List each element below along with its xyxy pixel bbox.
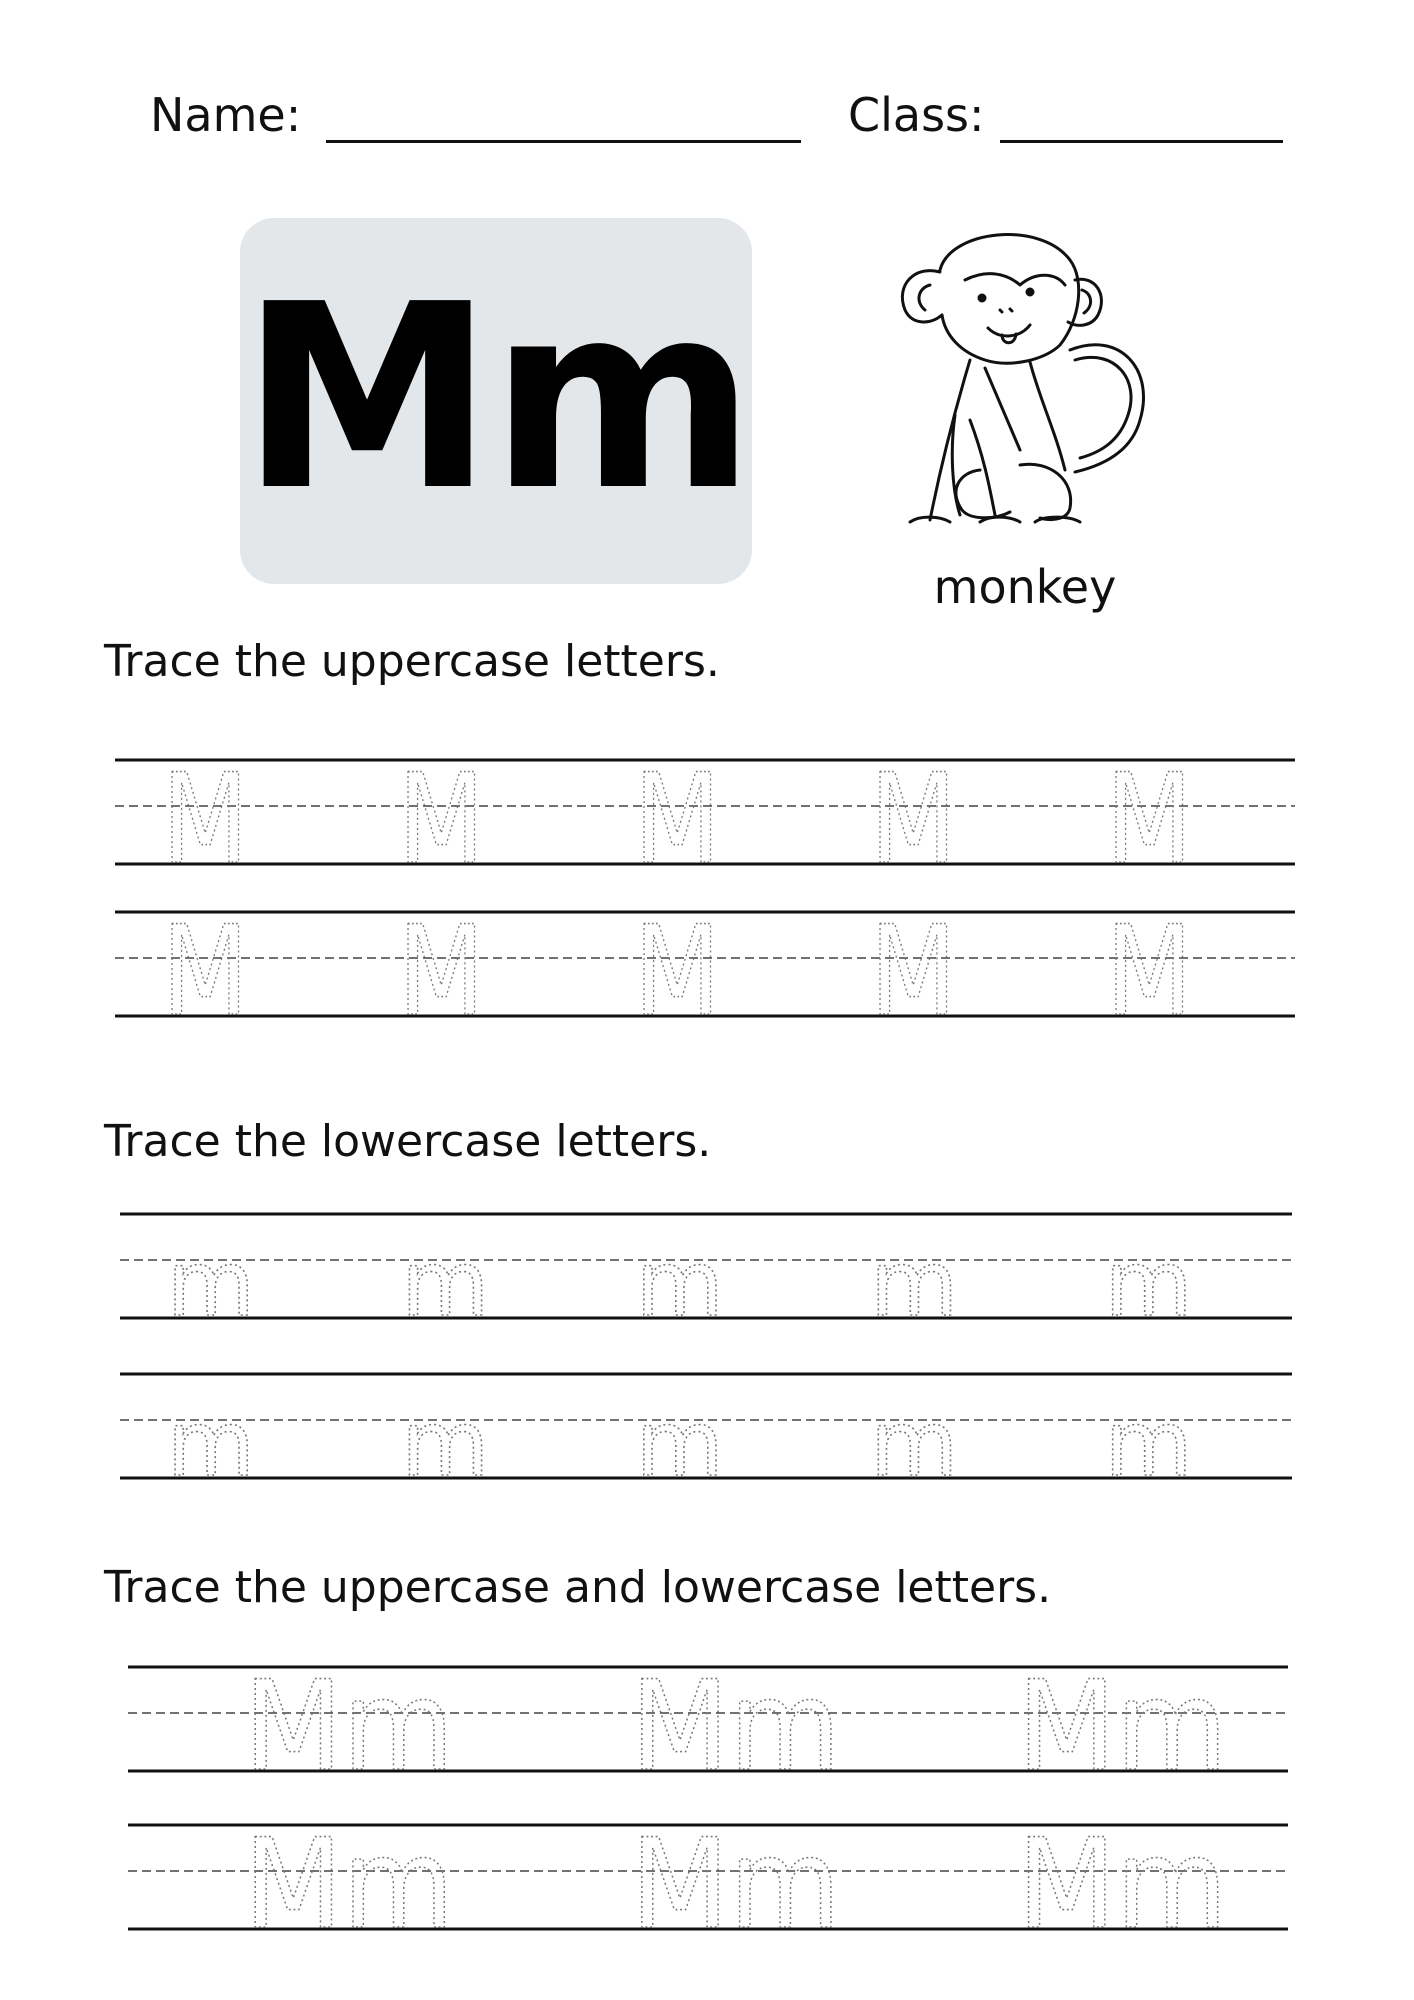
instruction-mixed: Trace the uppercase and lowercase letters.: [104, 1562, 1052, 1613]
trace-letter: M: [162, 900, 249, 1044]
worksheet-header: [150, 88, 1280, 148]
trace-letter: Mm: [630, 1813, 841, 1957]
instruction-uppercase: Trace the uppercase letters.: [104, 636, 720, 687]
trace-row-uppercase-2[interactable]: [115, 900, 1295, 1044]
monkey-illustration: [870, 210, 1180, 540]
trace-band[interactable]: [128, 1655, 1288, 1799]
trace-letter: m: [166, 1392, 255, 1497]
trace-letter: M: [1106, 900, 1193, 1044]
trace-letter: m: [635, 1392, 724, 1497]
trace-letter: m: [1104, 1232, 1193, 1337]
name-label: Name:: [150, 88, 302, 142]
picture-word: monkey: [933, 560, 1117, 614]
trace-letter: M: [634, 900, 721, 1044]
trace-letter: Mm: [630, 1655, 841, 1799]
trace-row-uppercase-1[interactable]: [115, 748, 1295, 892]
trace-letter: M: [634, 748, 721, 892]
trace-band[interactable]: [115, 748, 1295, 892]
trace-row-lowercase-1[interactable]: [120, 1212, 1292, 1337]
instruction-lowercase: Trace the lowercase letters.: [104, 1116, 712, 1167]
trace-letter: m: [635, 1232, 724, 1337]
trace-letter: m: [401, 1232, 490, 1337]
trace-letter: Mm: [244, 1655, 454, 1799]
class-label: Class:: [848, 88, 985, 142]
trace-letter: m: [1104, 1392, 1193, 1497]
trace-letter: m: [870, 1232, 959, 1337]
name-blank[interactable]: [326, 140, 801, 143]
trace-letter: M: [162, 748, 249, 892]
trace-row-mixed-2[interactable]: [128, 1813, 1288, 1957]
trace-letter: M: [398, 748, 485, 892]
trace-letter: m: [401, 1392, 490, 1497]
trace-letter: M: [1106, 748, 1193, 892]
trace-band[interactable]: [120, 1372, 1292, 1497]
monkey-icon: [870, 210, 1180, 540]
trace-letter: Mm: [1017, 1655, 1228, 1799]
trace-letter: Mm: [244, 1813, 454, 1957]
trace-row-mixed-1[interactable]: [128, 1655, 1288, 1799]
trace-letter: Mm: [1017, 1813, 1228, 1957]
trace-letter: m: [870, 1392, 959, 1497]
trace-letter: M: [398, 900, 485, 1044]
trace-letter: M: [870, 748, 957, 892]
trace-band[interactable]: [115, 900, 1295, 1044]
letter-card: [240, 218, 752, 584]
trace-band[interactable]: [128, 1813, 1288, 1957]
trace-letter: M: [870, 900, 957, 1044]
trace-letter: m: [166, 1232, 255, 1337]
trace-row-lowercase-2[interactable]: [120, 1372, 1292, 1497]
class-blank[interactable]: [1000, 140, 1283, 143]
featured-letters: Mm: [240, 249, 752, 547]
trace-band[interactable]: [120, 1212, 1292, 1337]
